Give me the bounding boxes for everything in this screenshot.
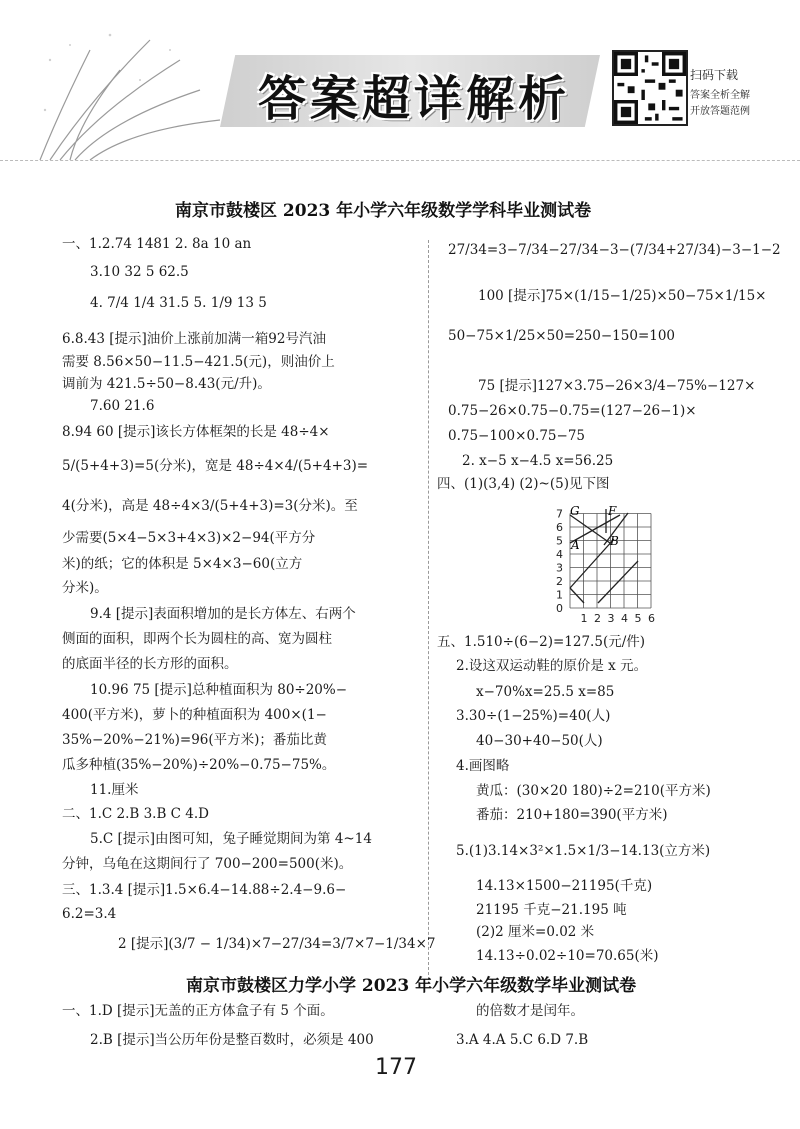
answer-line: 3.10 32 5 62.5 [90,264,189,280]
answer-line: 一、1.2.74 1481 2. 8a 10 an [62,236,252,252]
answer-line: 2 [提示](3/7 − 1/34)×7−27/34=3/7×7−1/34×7 [118,936,436,952]
point-label: A [571,538,580,552]
qr-caption-1: 扫码下载 [690,68,739,82]
section2-title: 南京市鼓楼区力学小学 2023 年小学六年级数学毕业测试卷 [186,976,637,996]
qr-code-icon [612,50,688,126]
section1-title: 南京市鼓楼区 2023 年小学六年级数学学科毕业测试卷 [175,201,592,221]
y-tick-label: 4 [556,548,563,561]
answer-line: 14.13×1500−21195(千克) [476,878,653,894]
answer-line: 番茄：210+180=390(平方米) [476,807,668,823]
answer-line: 50−75×1/25×50=250−150=100 [448,328,676,344]
answer-line: 分钟，乌龟在这期间行了 700−200=500(米)。 [62,856,353,872]
answer-line: 三、1.3.4 [提示]1.5×6.4−14.88÷2.4−9.6− [62,882,347,898]
x-tick-label: 1 [580,612,588,625]
answer-line: 10.96 75 [提示]总种植面积为 80÷20%− [90,682,348,698]
answer-line: 5/(5+4+3)=5(分米)，宽是 48÷4×4/(5+4+3)= [62,458,369,474]
y-tick-label: 1 [556,588,563,602]
y-tick-label: 7 [556,507,563,521]
answer-line: 6.2=3.4 [62,906,117,922]
answer-line: 6.8.43 [提示]油价上涨前加满一箱92号汽油 [62,331,326,347]
answer-line: 9.4 [提示]表面积增加的是长方体左、右两个 [90,606,356,622]
answer-line: 5.(1)3.14×3²×1.5×1/3−14.13(立方米) [456,843,711,859]
answer-line: 7.60 21.6 [90,398,155,414]
answer-line: 40−30+40−50(人) [476,733,603,749]
answer-line: 四、(1)(3,4) (2)~(5)见下图 [437,476,610,492]
answer-line: 0.75−100×0.75−75 [448,428,585,444]
answer-line: 14.13÷0.02÷10=70.65(米) [476,948,659,964]
answer-line: 2.B [提示]当公历年份是整百数时，必须是 400 [90,1032,374,1048]
answer-line: 调前为 421.5÷50−8.43(元/升)。 [62,376,271,392]
answer-line: (2)2 厘米=0.02 米 [476,924,595,940]
y-tick-label: 5 [556,534,563,548]
answer-line: 4. 7/4 1/4 31.5 5. 1/9 13 5 [90,295,267,311]
answer-line: 瓜多种植(35%−20%)÷20%−0.75−75%。 [62,757,336,773]
answer-line: 侧面的面积，即两个长为圆柱的高、宽为圆柱 [62,631,332,647]
y-tick-label: 0 [556,602,563,615]
answer-line: 2. x−5 x−4.5 x=56.25 [462,453,614,469]
point-label: F [608,504,617,518]
answer-line: 4.画图略 [456,758,510,774]
answer-line: 少需要(5×4−5×3+4×3)×2−94(平方分 [62,530,316,546]
x-tick-label: 2 [594,612,601,625]
answer-line: 需要 8.56×50−11.5−421.5(元)，则油价上 [62,354,335,370]
answer-line: 一、1.D [提示]无盖的正方体盒子有 5 个面。 [62,1003,334,1019]
answer-line: 21195 千克−21.195 吨 [476,902,627,918]
answer-line: 4(分米)，高是 48÷4×3/(5+4+3)=3(分米)。至 [62,498,358,514]
answer-line: 黄瓜：(30×20 180)÷2=210(平方米) [476,783,711,799]
answer-line: 100 [提示]75×(1/15−1/25)×50−75×1/15× [478,288,767,304]
point-label: B [610,534,619,548]
grass-decoration-icon [30,20,230,160]
coordinate-grid-figure [548,503,668,628]
y-tick-label: 6 [556,521,563,534]
answer-line: x−70%x=25.5 x=85 [476,684,615,700]
x-tick-label: 6 [648,612,655,625]
header-divider [0,160,800,161]
y-tick-label: 3 [556,561,563,575]
answer-line: 3.A 4.A 5.C 6.D 7.B [456,1032,589,1048]
answer-line: 75 [提示]127×3.75−26×3/4−75%−127× [478,378,756,394]
figure-line [570,588,584,603]
column-divider [428,240,429,980]
answer-line: 二、1.C 2.B 3.B C 4.D [62,806,210,822]
answer-line: 0.75−26×0.75−0.75=(127−26−1)× [448,403,697,419]
x-tick-label: 4 [621,612,628,625]
x-tick-label: 5 [634,612,642,625]
answer-line: 分米)。 [62,580,108,596]
qr-caption-3: 开放答题范例 [690,106,750,117]
answer-line: 2.设这双运动鞋的原价是 x 元。 [456,658,648,674]
answer-line: 五、1.510÷(6−2)=127.5(元/件) [437,634,646,650]
banner-title: 答案超详解析 [258,71,571,127]
answer-line: 3.30÷(1−25%)=40(人) [456,708,611,724]
answer-line: 35%−20%−21%)=96(平方米)；番茄比黄 [62,732,327,748]
x-tick-label: 3 [607,612,615,625]
qr-caption-2: 答案全析全解 [690,90,750,101]
answer-line: 8.94 60 [提示]该长方体框架的长是 48÷4× [62,424,330,440]
page-number: 177 [375,1055,417,1080]
answer-line: 的倍数才是闰年。 [476,1003,584,1019]
answer-line: 400(平方米)，萝卜的种植面积为 400×(1− [62,707,327,723]
answer-line: 米)的纸；它的体积是 5×4×3−60(立方 [62,556,303,572]
answer-line: 5.C [提示]由图可知，兔子睡觉期间为第 4~14 [90,831,372,847]
answer-line: 的底面半径的长方形的面积。 [62,656,238,672]
y-tick-label: 2 [556,575,563,588]
answer-line: 11.厘米 [90,782,139,798]
header-banner [0,0,800,170]
answer-line: 27/34=3−7/34−27/34−3−(7/34+27/34)−3−1−2 [448,242,781,258]
point-label: G [570,504,580,518]
